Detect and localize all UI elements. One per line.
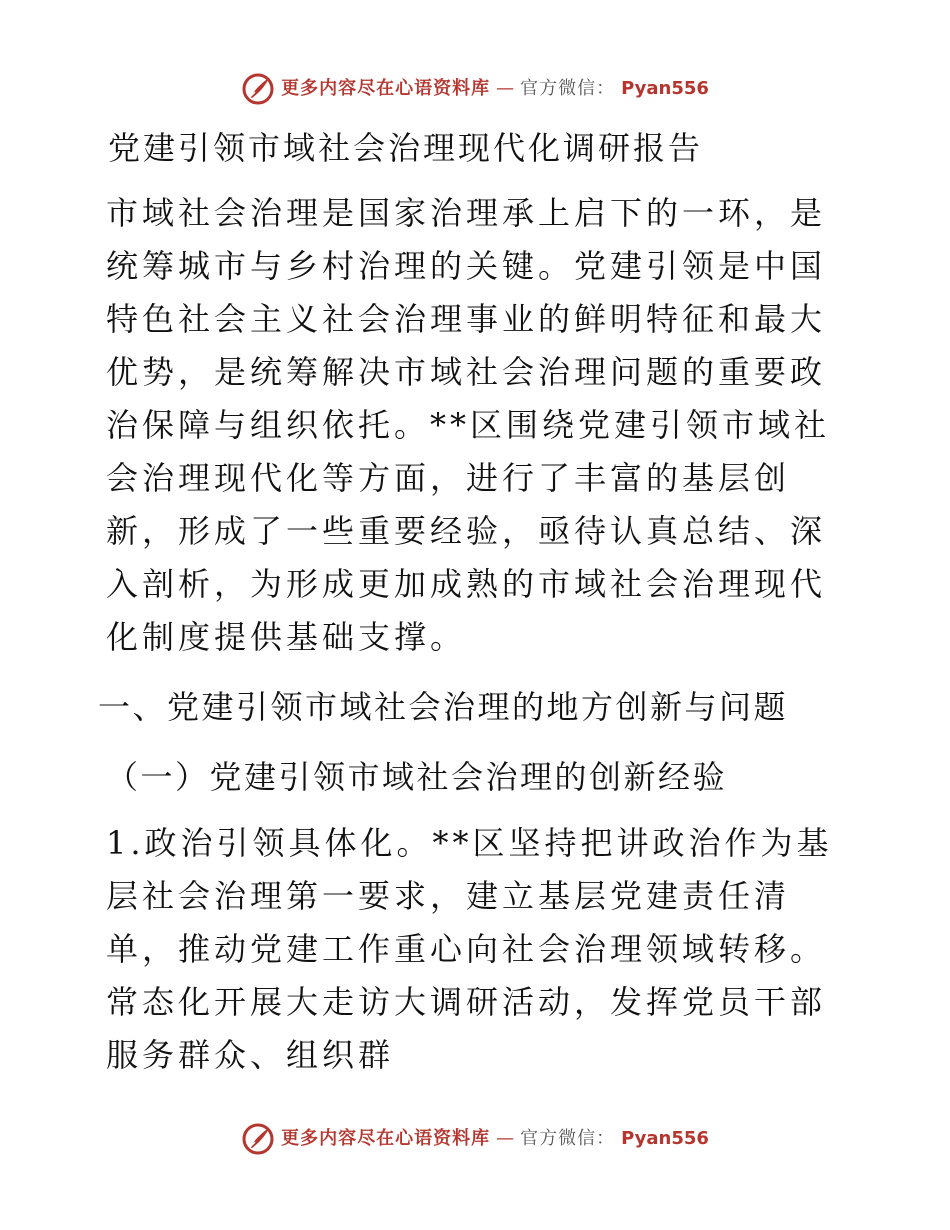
intro-paragraph: 市域社会治理是国家治理承上启下的一环，是统筹城市与乡村治理的关键。党建引领是中国特色社会主义社会治理事业的鲜明特征和最大优势，是统筹解决市域社会治理问题的重要政治保障与组织依托。**区围绕党建引领市域社会治理现代化等方面，进行了丰富的基层创新，形成了一些重要经验，亟待认真总结、深入剖析，为形成更加成熟的市域社会治理现代化制度提供基础支撑。 xyxy=(106,194,831,656)
document-body xyxy=(98,122,850,1082)
header-watermark xyxy=(0,72,950,106)
watermark-separator: — xyxy=(496,1128,515,1149)
feather-pen-circle-icon xyxy=(241,72,275,106)
watermark-wechat-id: Pyan556 xyxy=(621,78,709,99)
feather-pen-circle-icon xyxy=(241,1122,275,1156)
subsection-heading-1: （一）党建引领市域社会治理的创新经验 xyxy=(106,758,728,796)
watermark-official-label: 官方微信： xyxy=(520,1128,616,1149)
point-paragraph-1: 1.政治引领具体化。**区坚持把讲政治作为基层社会治理第一要求，建立基层党建责任清单，推动党建工作重心向社会治理领域转移。常态化开展大走访大调研活动，发挥党员干部服务群众、组织群 xyxy=(106,824,833,1074)
watermark-separator: — xyxy=(496,78,515,99)
section-heading-1: 一、党建引领市域社会治理的地方创新与问题 xyxy=(98,688,789,726)
document-title: 党建引领市域社会治理现代化调研报告 xyxy=(108,129,704,167)
watermark-wechat-id: Pyan556 xyxy=(621,1128,709,1149)
watermark-official-label: 官方微信： xyxy=(520,78,616,99)
footer-watermark xyxy=(0,1122,950,1156)
watermark-brand: 更多内容尽在心语资料库 xyxy=(281,78,491,99)
watermark-brand: 更多内容尽在心语资料库 xyxy=(281,1128,491,1149)
